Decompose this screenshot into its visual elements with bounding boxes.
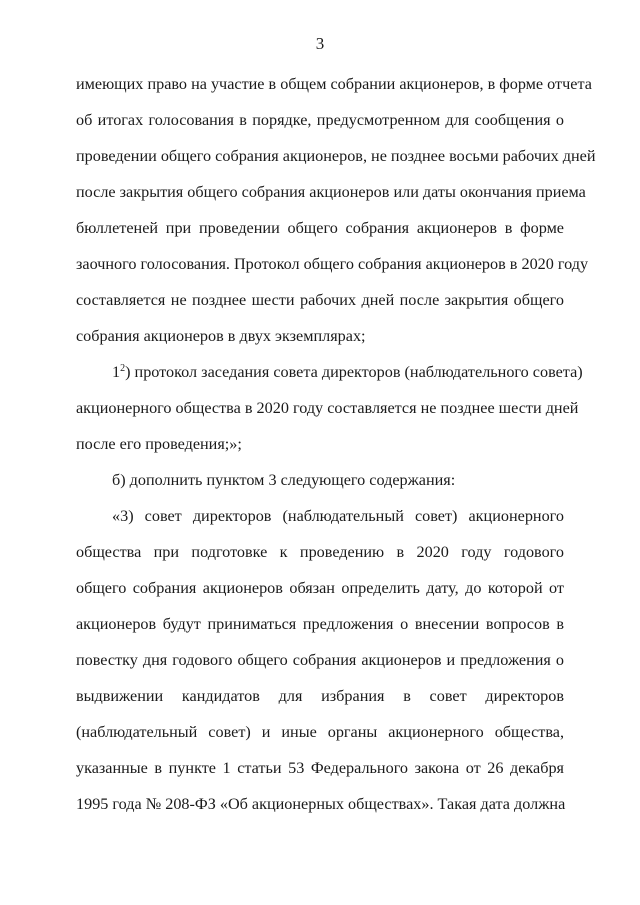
- text-line: бюллетеней при проведении общего собрания акционеров в форме: [76, 219, 564, 237]
- text-line: «3) совет директоров (наблюдательный совет) акционерного: [112, 507, 564, 525]
- item-superscript: 2: [120, 363, 126, 374]
- page-number: 3: [315, 34, 325, 53]
- text-line: составляется не позднее шести рабочих дней после закрытия общего: [76, 291, 564, 309]
- text-line: повестку дня годового общего собрания акционеров и предложения о: [76, 651, 564, 669]
- text-line: указанные в пункте 1 статьи 53 Федерального закона от 26 декабря: [76, 759, 564, 777]
- text-line: б) дополнить пунктом 3 следующего содержания:: [112, 471, 456, 489]
- text-line: выдвижении кандидатов для избрания в совет директоров: [76, 687, 564, 705]
- text-line: имеющих право на участие в общем собрании акционеров, в форме отчета: [76, 75, 592, 93]
- item-number: 1: [112, 363, 121, 381]
- paragraph-item-1-2: [76, 354, 583, 462]
- text-line: после его проведения;»;: [76, 435, 242, 453]
- text-line: (наблюдательный совет) и иные органы акционерного общества,: [76, 723, 564, 741]
- paragraph-amendment-b: [76, 462, 564, 498]
- text-line: акционеров будут приниматься предложения о внесении вопросов в: [76, 615, 564, 633]
- text-line: акционерного общества в 2020 году составляется не позднее шести дней: [76, 399, 579, 417]
- document-body: [76, 66, 596, 822]
- text-line: общего собрания акционеров обязан определить дату, до которой от: [76, 579, 564, 597]
- text-line: собрания акционеров в двух экземплярах;: [76, 327, 366, 345]
- text-line: [76, 354, 583, 390]
- paragraph-item-3: [76, 498, 564, 822]
- text-line: проведении общего собрания акционеров, не позднее восьми рабочих дней: [76, 147, 596, 165]
- text-line: 1995 года № 208-ФЗ «Об акционерных обществах». Такая дата должна: [76, 795, 566, 813]
- text-line: общества при подготовке к проведению в 2020 году годового: [76, 543, 564, 561]
- text-line: после закрытия общего собрания акционеров или даты окончания приема: [76, 183, 586, 201]
- text-line: заочного голосования. Протокол общего собрания акционеров в 2020 году: [76, 255, 589, 273]
- paragraph-continuation: [76, 66, 596, 354]
- text-line: об итогах голосования в порядке, предусмотренном для сообщения о: [76, 111, 564, 129]
- item-text: ) протокол заседания совета директоров (наблюдательного совета): [125, 363, 583, 381]
